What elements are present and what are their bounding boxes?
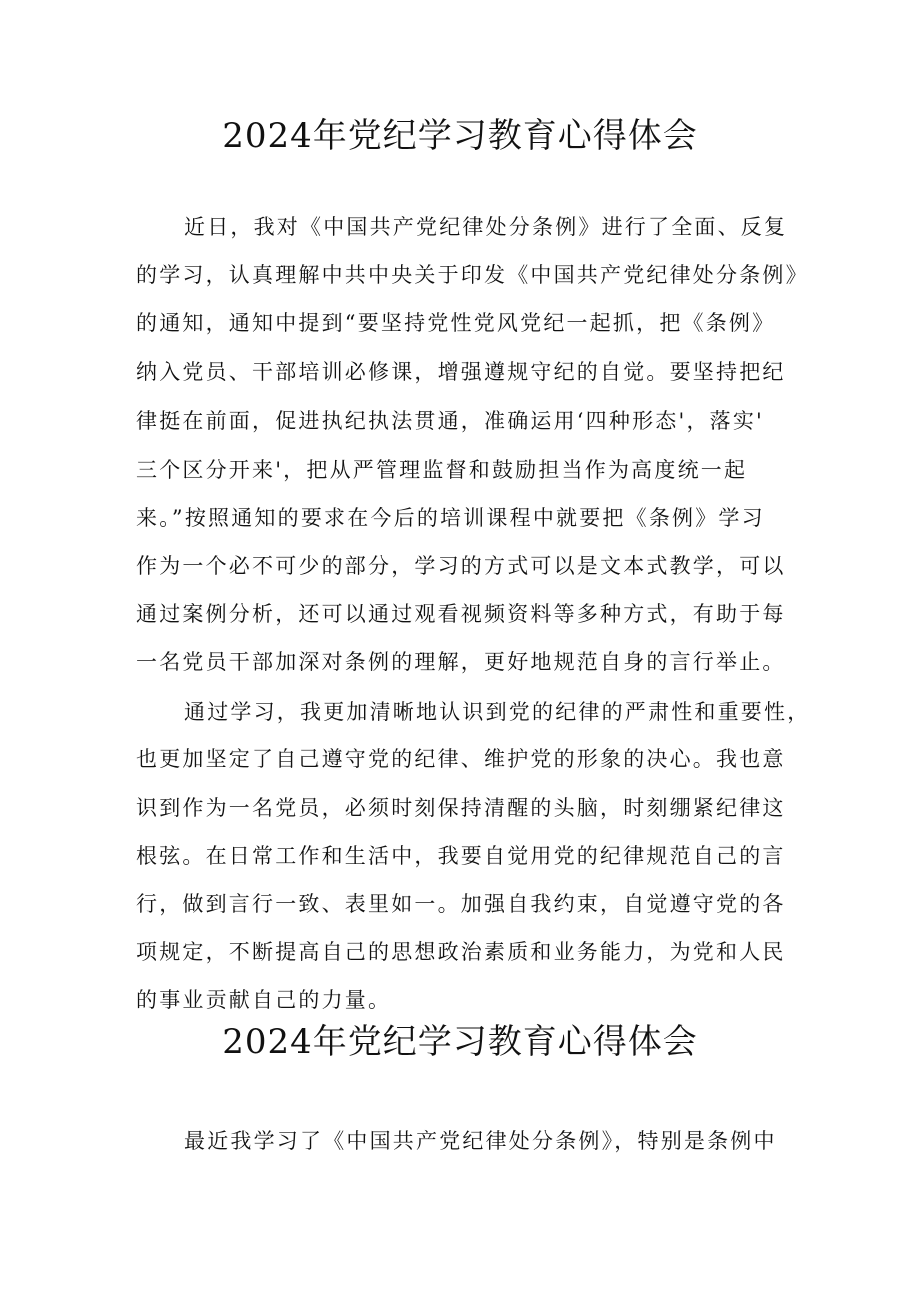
- paragraph-line: 最近我学习了《中国共产党纪律处分条例》，特别是条例中: [184, 1129, 777, 1153]
- paragraph-line: 根弦。在日常工作和生活中，我要自觉用党的纪律规范自己的言: [136, 844, 786, 868]
- document-title-2: 2024年党纪学习教育心得体会: [222, 1022, 698, 1062]
- paragraph-line: 来。”按照通知的要求在今后的培训课程中就要把《条例》学习: [136, 506, 765, 530]
- document-title: 2024年党纪学习教育心得体会: [222, 116, 698, 156]
- paragraph-line: 的事业贡献自己的力量。: [136, 988, 392, 1012]
- paragraph-line: 作为一个必不可少的部分，学习的方式可以是文本式教学，可以: [136, 554, 786, 578]
- paragraph-line: 三个区分开来'，把从严管理监督和鼓励担当作为高度统一起: [136, 458, 748, 482]
- paragraph-line: 也更加坚定了自己遵守党的纪律、维护党的形象的决心。我也意: [136, 747, 786, 771]
- paragraph-line: 通过案例分析，还可以通过观看视频资料等多种方式，有助于每: [136, 602, 786, 626]
- paragraph-line: 近日，我对《中国共产党纪律处分条例》进行了全面、反复: [184, 215, 788, 239]
- paragraph-line: 识到作为一名党员，必须时刻保持清醒的头脑，时刻绷紧纪律这: [136, 796, 786, 820]
- paragraph-line: 项规定，不断提高自己的思想政治素质和业务能力，为党和人民: [136, 940, 786, 964]
- paragraph-line: 一名党员干部加深对条例的理解，更好地规范自身的言行举止。: [136, 650, 786, 674]
- paragraph-line: 行，做到言行一致、表里如一。加强自我约束，自觉遵守党的各: [136, 892, 786, 916]
- paragraph-line: 的通知，通知中提到“要坚持党性党风党纪一起抓，把《条例》: [136, 311, 776, 335]
- paragraph-line: 律挺在前面，促进执纪执法贯通，准确运用‘四种形态'，落实': [136, 409, 765, 433]
- paragraph-line: 的学习，认真理解中共中央关于印发《中国共产党纪律处分条例》: [136, 263, 809, 287]
- paragraph-line: 纳入党员、干部培训必修课，增强遵规守纪的自觉。要坚持把纪: [136, 360, 786, 384]
- paragraph-line: 通过学习，我更加清晰地认识到党的纪律的严肃性和重要性，: [184, 700, 811, 724]
